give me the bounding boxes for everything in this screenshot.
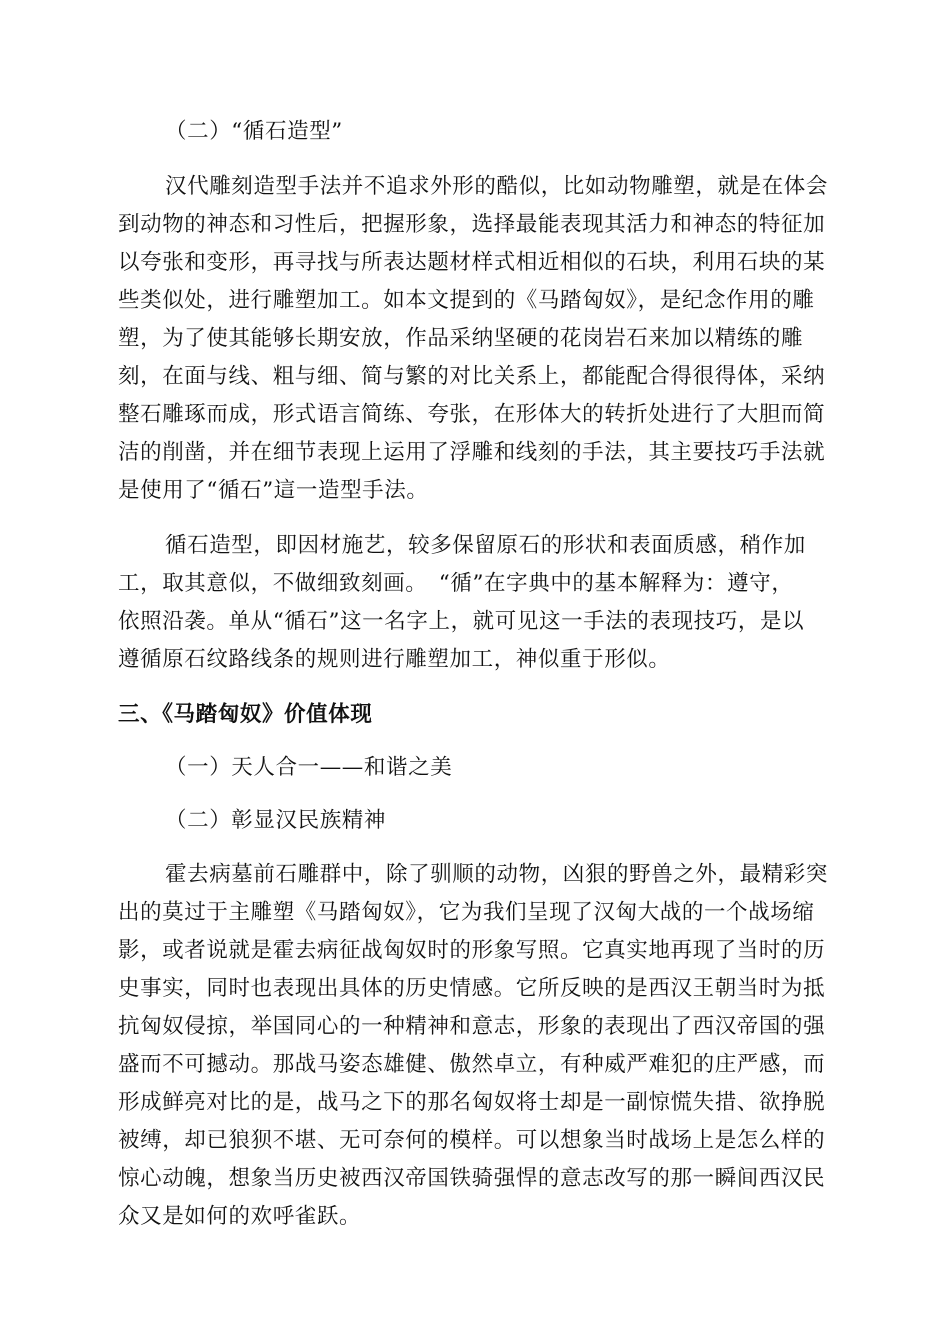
section-heading-value: 三、《马踏匈奴》价值体现 [118, 702, 373, 727]
paragraph-line: 是使用了“循石”這一造型手法。 [118, 478, 429, 503]
paragraph-line: 汉代雕刻造型手法并不追求外形的酷似，比如动物雕塑，就是在体会 [165, 174, 829, 199]
paragraph-line: 遵循原石纹路线条的规则进行雕塑加工，神似重于形似。 [118, 647, 671, 672]
paragraph-line: 刻，在面与线、粗与细、简与繁的对比关系上，都能配合得很得体，采纳 [118, 364, 826, 389]
subheading-harmony: （一）天人合一——和谐之美 [165, 755, 453, 780]
paragraph-line: 众又是如何的欢呼雀跃。 [118, 1204, 362, 1229]
paragraph-line: 些类似处，进行雕塑加工。如本文提到的《马踏匈奴》，是纪念作用的雕 [118, 288, 815, 313]
subheading-cyclic-stone-modeling: （二）“循石造型” [165, 119, 343, 144]
paragraph-line: 以夸张和变形，再寻找与所表达题材样式相近相似的石块，利用石块的某 [118, 250, 826, 275]
paragraph-line: 整石雕琢而成，形式语言简练、夸张，在形体大的转折处进行了大胆而简 [118, 402, 826, 427]
paragraph-line: 影，或者说就是霍去病征战匈奴时的形象写照。它真实地再现了当时的历 [118, 938, 826, 963]
paragraph-line: 惊心动魄，想象当历史被西汉帝国铁骑强悍的意志改写的那一瞬间西汉民 [118, 1166, 826, 1191]
paragraph-line: 依照沿袭。单从“循石”这一名字上，就可见这一手法的表现技巧，是以 [118, 609, 805, 634]
paragraph-line: 被缚，却已狼狈不堪、无可奈何的模样。可以想象当时战场上是怎么样的 [118, 1128, 826, 1153]
paragraph-line: 霍去病墓前石雕群中，除了驯顺的动物，凶狠的野兽之外，最精彩突 [165, 862, 829, 887]
paragraph-line: 出的莫过于主雕塑《马踏匈奴》，它为我们呈现了汉匈大战的一个战场缩 [118, 900, 815, 925]
subheading-national-spirit: （二）彰显汉民族精神 [165, 808, 387, 833]
paragraph-line: 循石造型，即因材施艺，较多保留原石的形状和表面质感，稍作加 [165, 533, 806, 558]
paragraph-line: 洁的削凿，并在细节表现上运用了浮雕和线刻的手法，其主要技巧手法就 [118, 440, 826, 465]
paragraph-line: 盛而不可撼动。那战马姿态雄健、傲然卓立，有种威严难犯的庄严感，而 [118, 1052, 826, 1077]
paragraph-line: 形成鲜亮对比的是，战马之下的那名匈奴将士却是一副惊慌失措、欲挣脱 [118, 1090, 826, 1115]
paragraph-line: 史事实，同时也表现出具体的历史情感。它所反映的是西汉王朝当时为抵 [118, 976, 826, 1001]
paragraph-line: 塑，为了使其能够长期安放，作品采纳坚硬的花岗岩石来加以精练的雕 [118, 326, 804, 351]
paragraph-line: 抗匈奴侵掠，举国同心的一种精神和意志，形象的表现出了西汉帝国的强 [118, 1014, 826, 1039]
paragraph-line: 到动物的神态和习性后，把握形象，选择最能表现其活力和神态的特征加 [118, 212, 826, 237]
paragraph-line: 工，取其意似，不做细致刻画。 “循”在字典中的基本解释为：遵守， [118, 571, 794, 596]
